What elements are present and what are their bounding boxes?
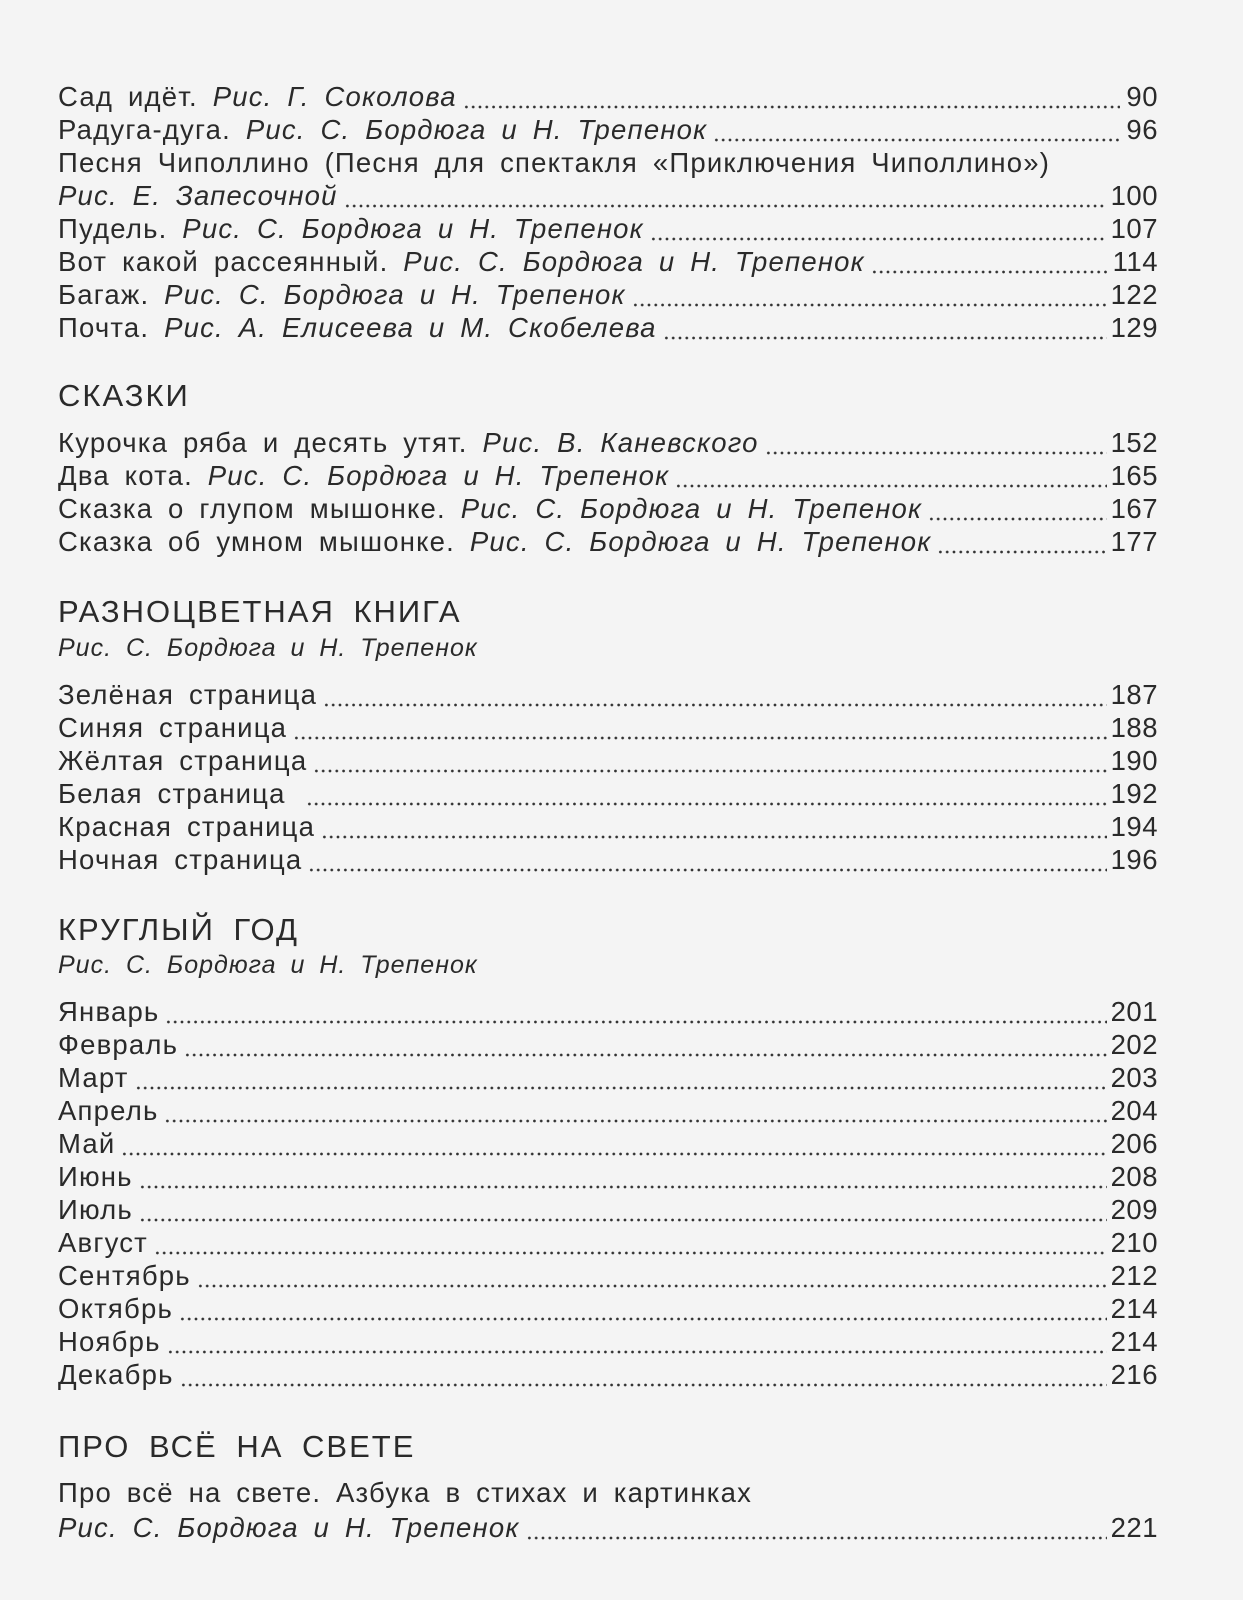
dot-leader [139,1160,1107,1194]
entry-title: Про всё на свете. Азбука в стихах и картинках [58,1477,753,1508]
toc-entry[interactable] [58,179,1158,213]
toc-entry[interactable] [58,1127,1158,1161]
entry-title: Синяя страница [58,712,288,743]
dot-leader [321,810,1107,844]
toc-entry[interactable] [58,711,1158,745]
entry-title: Ночная страница [58,844,303,875]
entry-text [58,492,922,526]
page-number: 206 [1110,1128,1158,1159]
entry-title: Багаж. [58,279,150,310]
entry-title: Два кота. [58,460,193,491]
entry-title: Сад идёт. [58,81,198,112]
section-heading: СКАЗКИ [58,378,190,413]
entry-illustrator: Рис. Г. Соколова [212,81,457,112]
entry-title: Октябрь [58,1293,173,1324]
entry-title: Сентябрь [58,1260,191,1291]
page-number: 90 [1126,81,1158,112]
page-number: 201 [1110,996,1158,1027]
entry-title: Сказка об умном мышонке. [58,526,456,557]
toc-entry[interactable] [58,80,1158,114]
entry-title: Апрель [58,1095,159,1126]
page-number: 212 [1110,1260,1158,1291]
toc-entry[interactable] [58,1226,1158,1260]
entry-title: Май [58,1128,116,1159]
page-number: 202 [1110,1029,1158,1060]
page-number: 221 [1110,1512,1158,1543]
entry-text [58,426,759,460]
dot-leader [179,1292,1107,1326]
page-number: 177 [1110,526,1158,557]
page-number: 214 [1110,1326,1158,1357]
entry-illustrator: Рис. С. Бордюга и Н. Трепенок [182,213,644,244]
page-number: 210 [1110,1227,1158,1258]
toc-entry[interactable] [58,278,1158,312]
toc-entry[interactable] [58,744,1158,778]
toc-entry[interactable] [58,212,1158,246]
entry-title: Белая страница [58,778,286,809]
toc-entry[interactable] [58,777,1158,811]
entry-text [58,179,338,213]
dot-leader [323,678,1107,712]
section-heading: ПРО ВСЁ НА СВЕТЕ [58,1429,416,1464]
entry-title: Январь [58,996,160,1027]
toc-entry[interactable] [58,1292,1158,1326]
toc-entry[interactable] [58,843,1158,877]
entry-illustrator: Рис. С. Бордюга и Н. Трепенок [207,460,670,491]
entry-title: Февраль [58,1029,179,1060]
entry-illustrator: Рис. С. Бордюга и Н. Трепенок [245,114,708,145]
dot-leader [344,179,1107,213]
entry-text [58,1511,520,1545]
page-number: 152 [1110,427,1158,458]
page-number: 100 [1110,180,1158,211]
entry-illustrator: Рис. С. Бордюга и Н. Трепенок [469,526,932,557]
entry-title: Красная страница [58,811,316,842]
page-number: 194 [1110,811,1158,842]
entry-title: Июнь [58,1161,133,1192]
entry-title: Почта. [58,312,150,343]
entry-illustrator: Рис. В. Каневского [482,427,759,458]
toc-entry[interactable] [58,1160,1158,1194]
entry-title: Сказка о глупом мышонке. [58,493,446,524]
toc-entry[interactable] [58,1094,1158,1128]
page-number: 196 [1110,844,1158,875]
toc-entry[interactable] [58,1511,1158,1545]
dot-leader [632,278,1107,312]
page-number: 96 [1126,114,1158,145]
toc-entry[interactable] [58,492,1158,526]
dot-leader [663,311,1107,345]
toc-entry[interactable] [58,245,1158,279]
section-illustrator: Рис. С. Бордюга и Н. Трепенок [58,634,478,662]
page-number: 107 [1110,213,1158,244]
section-heading: РАЗНОЦВЕТНАЯ КНИГА [58,594,462,629]
toc-entry[interactable] [58,1193,1158,1227]
dot-leader [871,245,1109,279]
toc-entry[interactable] [58,525,1158,559]
dot-leader [313,744,1106,778]
page-number: 188 [1110,712,1158,743]
dot-leader [180,1358,1107,1392]
entry-title: Июль [58,1194,133,1225]
entry-illustrator: Рис. А. Елисеева и М. Скобелева [164,312,657,343]
section-illustrator: Рис. С. Бордюга и Н. Трепенок [58,951,478,979]
entry-title: Радуга-дуга. [58,114,231,145]
dot-leader [293,711,1106,745]
entry-text [58,459,669,493]
page-number: 187 [1110,679,1158,710]
entry-title: Жёлтая страница [58,745,308,776]
page-number: 114 [1112,246,1158,277]
dot-leader [139,1193,1107,1227]
toc-entry[interactable] [58,1325,1158,1359]
dot-leader [167,1325,1107,1359]
page-number: 129 [1110,312,1158,343]
section-heading: КРУГЛЫЙ ГОД [58,912,299,947]
dot-leader [308,843,1106,877]
entry-text [58,113,707,147]
toc-entry[interactable] [58,995,1158,1029]
dot-leader [526,1511,1107,1545]
entry-illustrator: Рис. С. Бордюга и Н. Трепенок [460,493,923,524]
toc-entry[interactable] [58,810,1158,844]
entry-text [58,311,657,345]
toc-entry[interactable] [58,678,1158,712]
entry-illustrator: Рис. С. Бордюга и Н. Трепенок [164,279,626,310]
dot-leader [184,1028,1106,1062]
entry-title: Вот какой рассеянный. [58,246,389,277]
dot-leader [197,1259,1107,1293]
dot-leader [937,525,1106,559]
page-number: 216 [1110,1359,1158,1390]
entry-title: Ноябрь [58,1326,161,1357]
toc-entry[interactable] [58,1358,1158,1392]
entry-title: Декабрь [58,1359,174,1390]
page-number: 190 [1110,745,1158,776]
entry-illustrator: Рис. С. Бордюга и Н. Трепенок [58,1512,520,1543]
toc-entry[interactable] [58,113,1158,147]
dot-leader [165,995,1106,1029]
toc-entry[interactable] [58,1061,1158,1095]
toc-entry[interactable] [58,1028,1158,1062]
entry-text [58,245,865,279]
page-number: 192 [1110,778,1158,809]
toc-entry[interactable] [58,311,1158,345]
dot-leader [713,113,1120,147]
dot-leader [463,80,1120,114]
dot-leader [135,1061,1107,1095]
toc-entry[interactable] [58,146,1158,180]
entry-title: Песня Чиполлино (Песня для спектакля «Приключения Чиполлино») [58,147,1051,178]
entry-text [58,80,457,114]
page-number: 208 [1110,1161,1158,1192]
page-number: 165 [1110,460,1158,491]
page-number: 203 [1110,1062,1158,1093]
entry-text [58,278,626,312]
page-number: 167 [1110,493,1158,524]
entry-illustrator: Рис. Е. Запесочной [58,180,338,211]
entry-title: Пудель. [58,213,168,244]
dot-leader [675,459,1106,493]
page-number: 122 [1110,279,1158,310]
dot-leader [765,426,1107,460]
entry-title: Зелёная страница [58,679,318,710]
toc-entry[interactable] [58,426,1158,460]
page-number: 214 [1110,1293,1158,1324]
entry-title: Август [58,1227,148,1258]
dot-leader [164,1094,1106,1128]
toc-entry[interactable] [58,1476,1158,1510]
page-number: 204 [1110,1095,1158,1126]
entry-text [58,212,644,246]
entry-title: Март [58,1062,129,1093]
dot-leader [650,212,1107,246]
toc-entry[interactable] [58,459,1158,493]
dot-leader [154,1226,1107,1260]
page-number: 209 [1110,1194,1158,1225]
entry-title: Курочка ряба и десять утят. [58,427,468,458]
toc-entry[interactable] [58,1259,1158,1293]
dot-leader [928,492,1106,526]
dot-leader [121,1127,1106,1161]
entry-illustrator: Рис. С. Бордюга и Н. Трепенок [403,246,865,277]
entry-text [58,525,931,559]
dot-leader [306,777,1107,811]
